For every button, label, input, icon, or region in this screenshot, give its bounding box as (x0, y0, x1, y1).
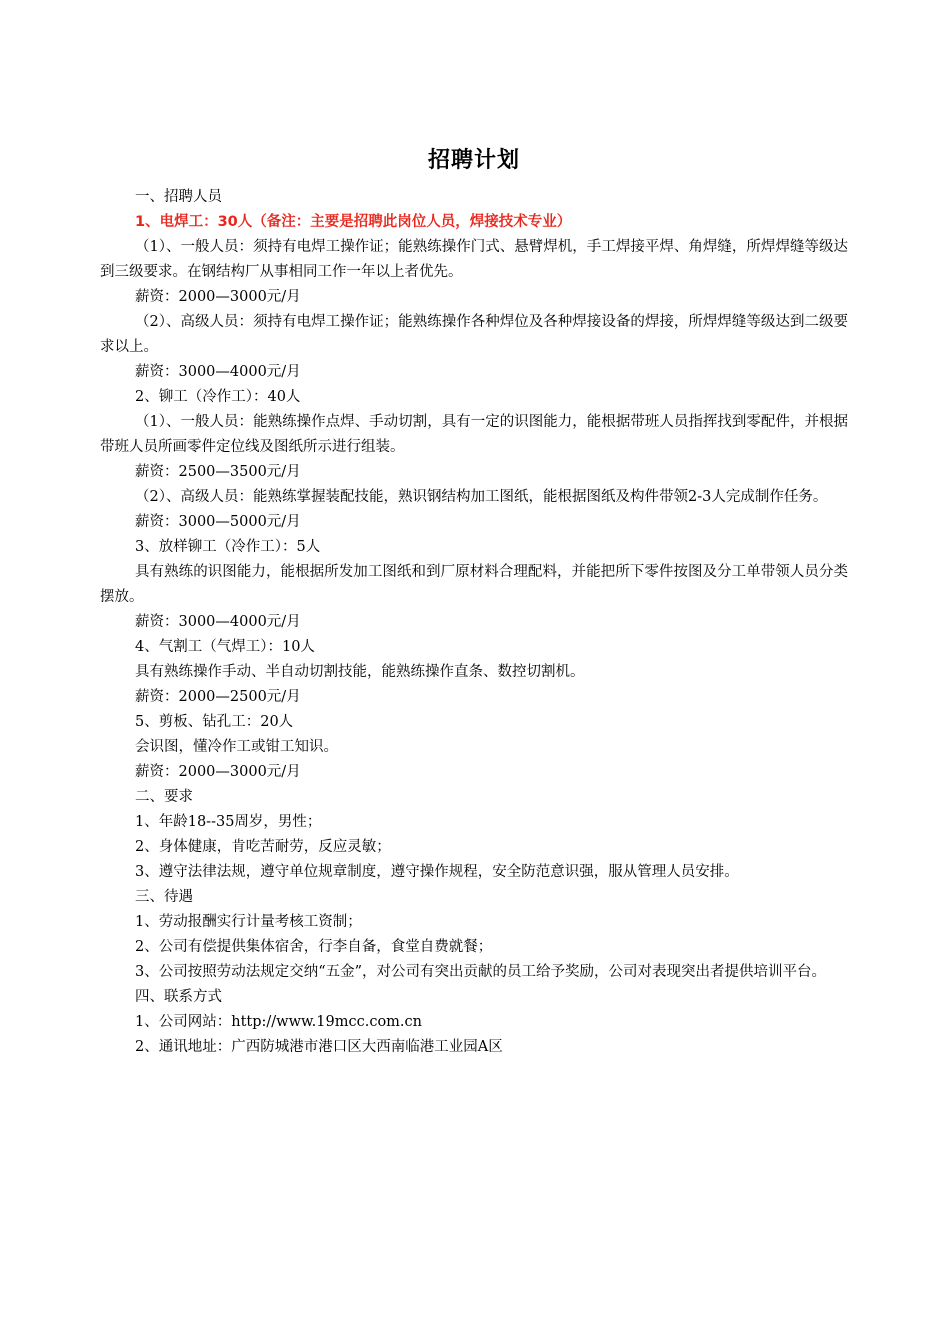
riveter-general-salary: 薪资：2500—3500元/月 (135, 464, 301, 480)
layout-riveter-salary: 薪资：3000—4000元/月 (135, 614, 301, 630)
shear-drill-salary: 薪资：2000—3000元/月 (135, 764, 301, 780)
section-heading-benefits: 三、待遇 (135, 889, 193, 905)
benefit-dormitory: 2、公司有偿提供集体宿舍，行李自备，食堂自费就餐； (135, 939, 493, 955)
requirement-age: 1、年龄18--35周岁，男性； (135, 814, 322, 830)
riveter-senior-salary: 薪资：3000—5000元/月 (135, 514, 301, 530)
welder-senior-requirements: （2）、高级人员：须持有电焊工操作证；能熟练操作各种焊位及各种焊接设备的焊接，所焊焊缝等级达到二级要求以上。 (100, 314, 848, 355)
contact-address: 2、通讯地址：广西防城港市港口区大西南临港工业园A区 (135, 1039, 503, 1055)
welder-general-requirements: （1）、一般人员：须持有电焊工操作证；能熟练操作门式、悬臂焊机，手工焊接平焊、角焊缝，所焊焊缝等级达到三级要求。在钢结构厂从事相同工作一年以上者优先。 (100, 239, 848, 280)
layout-riveter-requirements: 具有熟练的识图能力，能根据所发加工图纸和到厂原材料合理配料，并能把所下零件按图及分工单带领人员分类摆放。 (100, 564, 848, 605)
position-welder-heading: 1、电焊工：30人（备注：主要是招聘此岗位人员，焊接技术专业） (135, 214, 572, 230)
document-title: 招聘计划 (427, 148, 520, 173)
position-shear-drill-heading: 5、剪板、钻孔工：20人 (135, 714, 294, 730)
gas-cutter-salary: 薪资：2000—2500元/月 (135, 689, 301, 705)
section-heading-recruitment: 一、招聘人员 (135, 189, 222, 205)
riveter-senior-requirements: （2）、高级人员：能熟练掌握装配技能，熟识钢结构加工图纸，能根据图纸及构件带领2-3人完成制作任务。 (135, 489, 828, 505)
document-page (100, 145, 848, 1060)
position-riveter-heading: 2、铆工（冷作工）：40人 (135, 389, 301, 405)
riveter-general-requirements: （1）、一般人员：能熟练操作点焊、手动切割，具有一定的识图能力，能根据带班人员指挥找到零配件，并根据带班人员所画零件定位线及图纸所示进行组装。 (100, 414, 848, 455)
shear-drill-requirements: 会识图，懂冷作工或钳工知识。 (135, 739, 338, 755)
section-heading-requirements: 二、要求 (135, 789, 193, 805)
requirement-health: 2、身体健康，肯吃苦耐劳，反应灵敏； (135, 839, 391, 855)
benefit-wage-system: 1、劳动报酬实行计量考核工资制； (135, 914, 362, 930)
position-gas-cutter-heading: 4、气割工（气焊工）：10人 (135, 639, 315, 655)
gas-cutter-requirements: 具有熟练操作手动、半自动切割技能，能熟练操作直条、数控切割机。 (135, 664, 585, 680)
contact-website[interactable]: 1、公司网站：http://www.19mcc.com.cn (135, 1014, 422, 1030)
section-heading-contact: 四、联系方式 (135, 989, 222, 1005)
welder-general-salary: 薪资：2000—3000元/月 (135, 289, 301, 305)
requirement-compliance: 3、遵守法律法规，遵守单位规章制度，遵守操作规程，安全防范意识强，服从管理人员安排。 (135, 864, 739, 880)
welder-senior-salary: 薪资：3000—4000元/月 (135, 364, 301, 380)
benefit-insurance-rewards: 3、公司按照劳动法规定交纳“五金”，对公司有突出贡献的员工给予奖励，公司对表现突出者提供培训平台。 (135, 964, 827, 980)
position-layout-riveter-heading: 3、放样铆工（冷作工）：5人 (135, 539, 321, 555)
